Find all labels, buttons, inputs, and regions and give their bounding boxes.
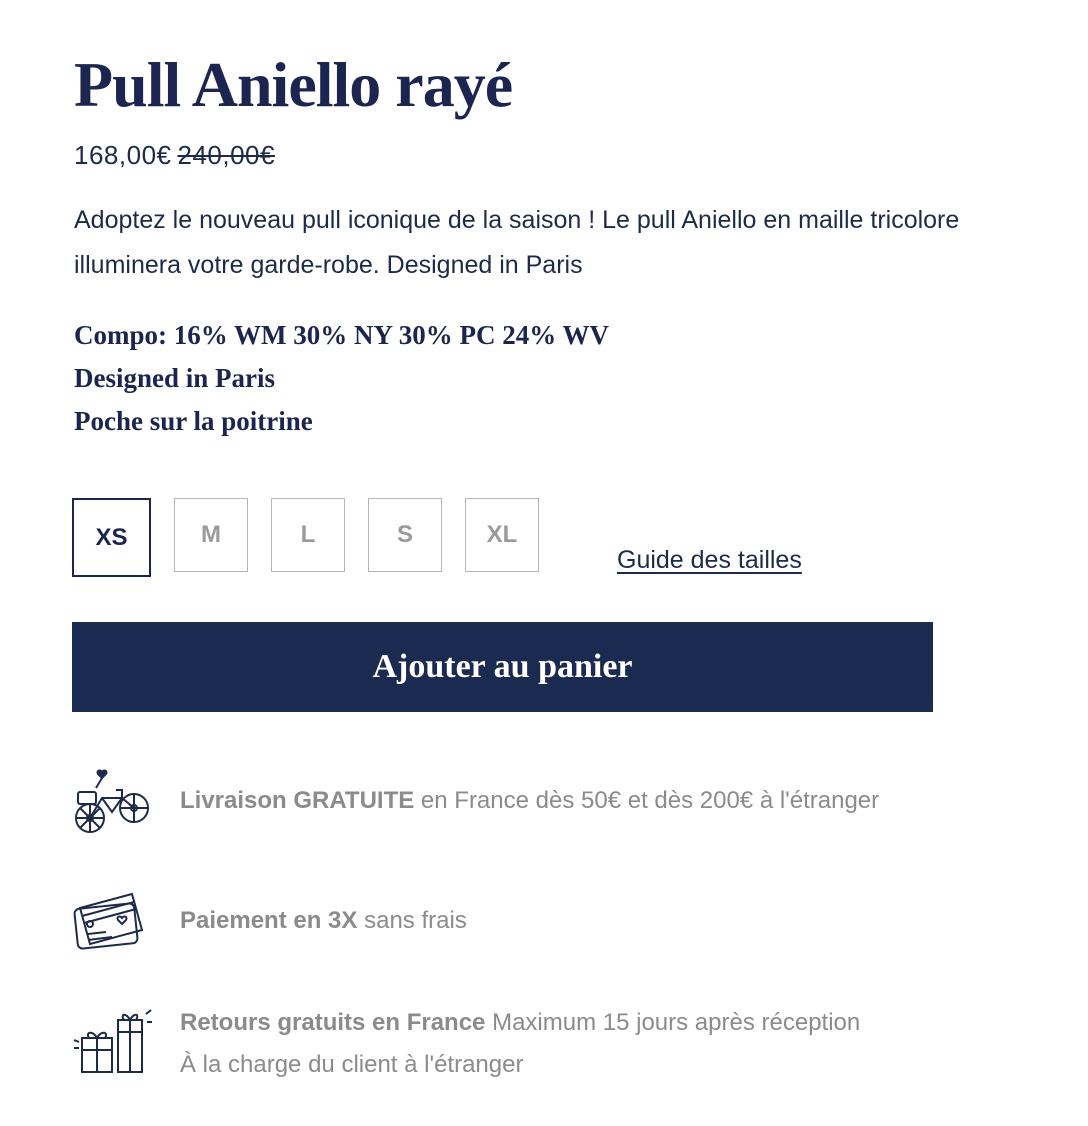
feature-delivery-detail: en France dès 50€ et dès 200€ à l'étranger: [414, 787, 880, 814]
feature-delivery-bold: Livraison GRATUITE: [180, 787, 415, 814]
add-to-cart-button[interactable]: Ajouter au panier: [72, 622, 933, 712]
feature-returns-line2: À la charge du client à l'étranger: [180, 1051, 524, 1078]
spec-origin: Designed in Paris: [74, 363, 276, 393]
product-specs: [74, 314, 609, 443]
spec-pocket: Poche sur la poitrine: [74, 406, 313, 436]
feature-payment: [72, 886, 467, 960]
product-title: Pull Aniello rayé: [74, 49, 513, 120]
current-price: 168,00€: [74, 140, 172, 170]
feature-returns-text: [180, 1002, 860, 1086]
feature-returns-detail: Maximum 15 jours après réception: [485, 1009, 861, 1036]
size-selector: [72, 498, 539, 577]
spec-composition: Compo: 16% WM 30% NY 30% PC 24% WV: [74, 320, 609, 350]
size-option-xl[interactable]: XL: [465, 498, 539, 572]
feature-delivery-text: [180, 780, 879, 822]
feature-returns-bold: Retours gratuits en France: [180, 1009, 486, 1036]
size-option-m[interactable]: M: [174, 498, 248, 572]
price-row: [74, 140, 275, 171]
feature-delivery: [72, 768, 879, 842]
size-option-s[interactable]: S: [368, 498, 442, 572]
feature-payment-bold: Paiement en 3X: [180, 907, 358, 934]
feature-payment-text: [180, 900, 467, 942]
size-option-l[interactable]: L: [271, 498, 345, 572]
size-guide-link[interactable]: Guide des tailles: [617, 546, 802, 574]
product-description: Adoptez le nouveau pull iconique de la saison ! Le pull Aniello en maille tricolore illuminera votre garde-robe. Designed in Paris: [74, 206, 960, 279]
bicycle-icon: [72, 768, 154, 842]
feature-returns: [72, 1004, 860, 1086]
credit-card-icon: [72, 886, 154, 960]
old-price: 240,00€: [177, 140, 275, 170]
feature-payment-detail: sans frais: [357, 907, 467, 934]
size-option-xs[interactable]: XS: [72, 498, 151, 577]
gift-icon: [72, 1004, 154, 1078]
